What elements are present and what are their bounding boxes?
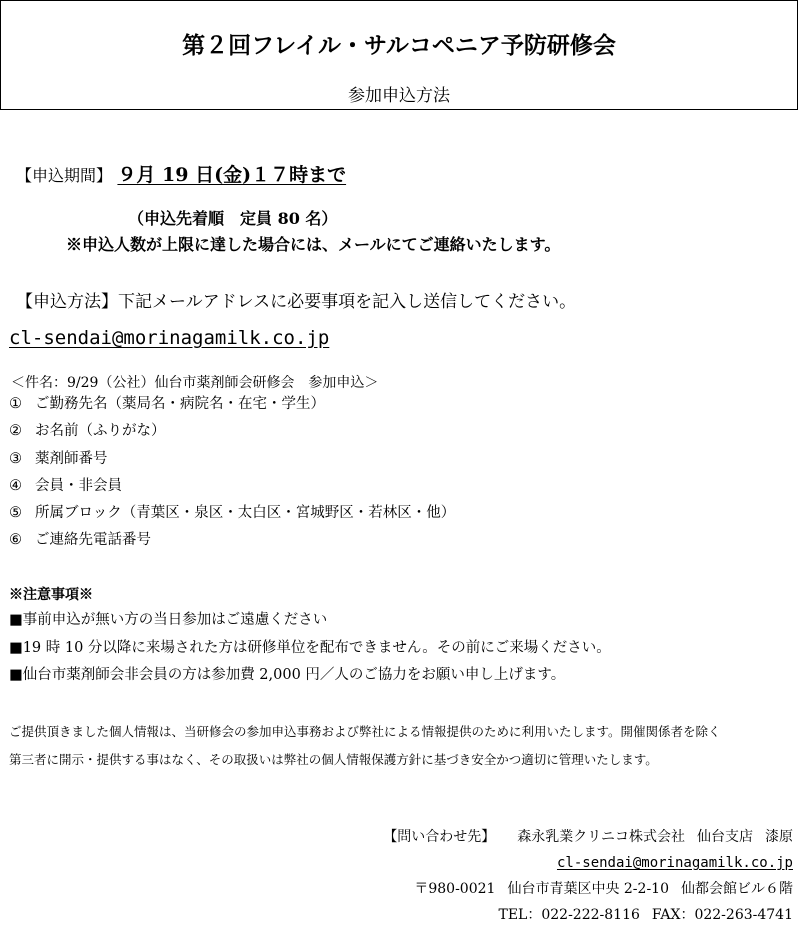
contact-address-line — [383, 878, 793, 904]
privacy-line: 第三者に開示・提供する事はなく、その取扱いは弊社の個人情報保護方針に基づき安全かつ適切に管理いたします。 — [9, 752, 658, 767]
caution-title: ※注意事項※ — [9, 587, 93, 603]
capacity-note: （申込先着順 定員 80 名） — [128, 209, 338, 228]
contact-branch: 仙台支店 — [697, 829, 753, 845]
item-number: ③ — [9, 450, 22, 467]
list-item — [9, 531, 455, 558]
item-text: 薬剤師番号 — [35, 450, 108, 467]
item-number: ⑤ — [9, 505, 22, 522]
list-item — [9, 504, 455, 531]
item-number: ④ — [9, 477, 22, 494]
list-item — [9, 477, 455, 504]
method-row — [16, 287, 576, 312]
item-text: ご連絡先電話番号 — [35, 532, 151, 549]
contact-header-line — [383, 826, 793, 852]
item-number: ⑥ — [9, 532, 22, 549]
email-link[interactable]: cl-sendai@morinagamilk.co.jp — [9, 327, 330, 349]
contact-label: 【問い合わせ先】 — [383, 829, 496, 845]
contact-fax: FAX：022-263-4741 — [651, 907, 793, 923]
privacy-notice — [9, 718, 799, 774]
caution-list — [9, 611, 611, 694]
required-items-list — [9, 395, 455, 559]
item-text: 所属ブロック（青葉区・泉区・太白区・宮城野区・若林区・他） — [35, 505, 456, 522]
contact-block — [383, 826, 793, 930]
list-item — [9, 422, 455, 449]
caution-item: ■19 時 10 分以降に来場された方は研修単位を配布できません。その前にご来場ください。 — [9, 639, 611, 656]
contact-email-link[interactable]: cl-sendai@morinagamilk.co.jp — [556, 855, 793, 871]
method-text: 下記メールアドレスに必要事項を記入し送信してください。 — [118, 292, 577, 312]
limit-notice: ※申込人数が上限に達した場合には、メールにてご連絡いたします。 — [66, 235, 561, 254]
caution-item: ■仙台市薬剤師会非会員の方は参加費 2,000 円／人のご協力をお願い申し上げます。 — [9, 667, 566, 683]
deadline-row — [16, 160, 346, 187]
contact-address: 仙台市青葉区中央 2-2-10 — [507, 881, 669, 897]
page-subtitle: 参加申込方法 — [348, 86, 450, 106]
item-text: ご勤務先名（薬局名・病院名・在宅・学生） — [35, 396, 325, 412]
deadline-label: 【申込期間】 — [16, 166, 113, 185]
contact-postal: 〒980-0021 — [414, 881, 496, 897]
deadline-value: ９月 19 日(金)１７時まで — [117, 164, 347, 186]
subject-line: ＜件名：9/29（公社）仙台市薬剤師会研修会 参加申込＞ — [11, 375, 379, 391]
item-number: ② — [9, 423, 22, 440]
contact-email-line — [383, 852, 793, 878]
contact-phone-line — [383, 904, 793, 930]
privacy-line: ご提供頂きました個人情報は、当研修会の参加申込事務および弊社による情報提供のために利用いたします。開催関係者を除く — [9, 724, 721, 739]
list-item — [9, 395, 455, 422]
caution-item: ■事前申込が無い方の当日参加はご遠慮ください — [9, 612, 328, 628]
title-box — [0, 0, 798, 110]
page-title: 第２回フレイル・サルコペニア予防研修会 — [182, 32, 616, 59]
method-label: 【申込方法】 — [16, 292, 118, 312]
contact-building: 仙都会館ビル６階 — [681, 881, 793, 897]
item-text: お名前（ふりがな） — [35, 423, 166, 440]
contact-company: 森永乳業クリニコ株式会社 — [517, 829, 685, 845]
contact-person: 漆原 — [765, 829, 793, 845]
item-number: ① — [9, 396, 22, 412]
list-item — [9, 450, 455, 477]
contact-tel: TEL：022-222-8116 — [498, 907, 640, 923]
item-text: 会員・非会員 — [35, 477, 122, 494]
